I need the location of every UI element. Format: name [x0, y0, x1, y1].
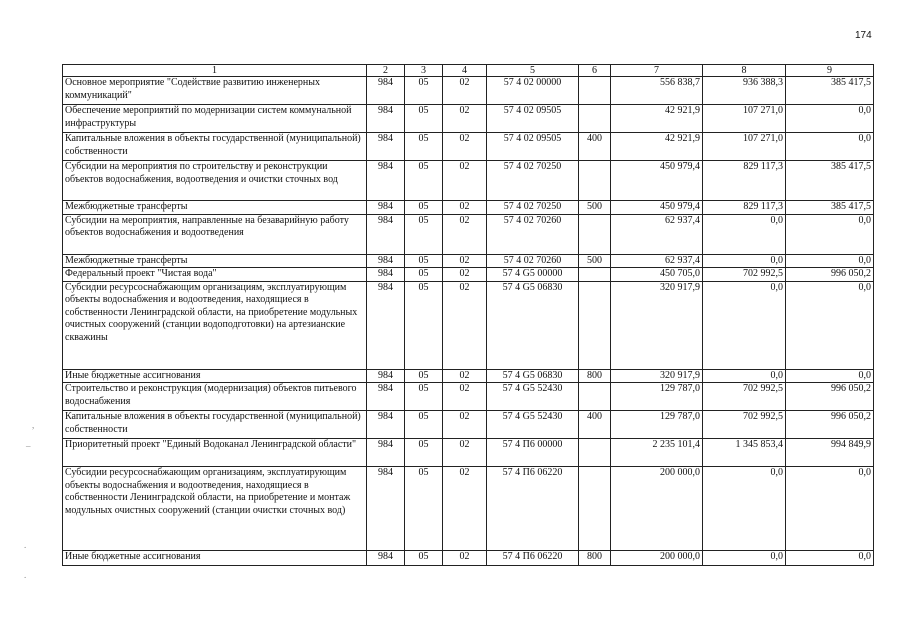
- cell-target-article: 57 4 G5 52430: [487, 411, 579, 439]
- cell-code-984: 984: [367, 439, 405, 467]
- cell-subsection: 02: [443, 254, 487, 268]
- cell-code-984: 984: [367, 467, 405, 551]
- cell-expense-type: 400: [579, 411, 611, 439]
- table-row: [63, 133, 874, 161]
- cell-target-article: 57 4 G5 00000: [487, 268, 579, 282]
- cell-amount-col9: 0,0: [786, 551, 874, 566]
- cell-amount-col9: 0,0: [786, 105, 874, 133]
- cell-amount-col8: 829 117,3: [703, 161, 786, 201]
- cell-amount-col9: 0,0: [786, 281, 874, 369]
- cell-section: 05: [405, 467, 443, 551]
- cell-subsection: 02: [443, 214, 487, 254]
- cell-amount-col7: 450 705,0: [611, 268, 703, 282]
- cell-target-article: 57 4 П6 06220: [487, 467, 579, 551]
- budget-table: [62, 64, 874, 566]
- header-row: [63, 65, 874, 77]
- table-row: [63, 467, 874, 551]
- cell-expense-type: [579, 214, 611, 254]
- cell-target-article: 57 4 П6 06220: [487, 551, 579, 566]
- table-row: [63, 77, 874, 105]
- cell-amount-col7: 62 937,4: [611, 254, 703, 268]
- cell-amount-col8: 107 271,0: [703, 105, 786, 133]
- cell-target-article: 57 4 G5 52430: [487, 383, 579, 411]
- row-name: Иные бюджетные ассигнования: [63, 551, 367, 566]
- row-name: Межбюджетные трансферты: [63, 201, 367, 215]
- cell-code-984: 984: [367, 201, 405, 215]
- table-row: [63, 383, 874, 411]
- row-name: Субсидии ресурсоснабжающим организациям, эксплуатирующим объекты водоснабжения и водоотведения, находящиеся в собственности Ленинградской области, на приобретение модульных очистных сооружений (станции водоподготовки) на артезианские скважины: [63, 281, 367, 369]
- cell-subsection: 02: [443, 268, 487, 282]
- cell-code-984: 984: [367, 383, 405, 411]
- cell-subsection: 02: [443, 439, 487, 467]
- cell-target-article: 57 4 02 70260: [487, 214, 579, 254]
- cell-expense-type: [579, 439, 611, 467]
- cell-expense-type: [579, 105, 611, 133]
- margin-scribbles: [18, 420, 48, 620]
- cell-expense-type: 800: [579, 551, 611, 566]
- cell-amount-col8: 0,0: [703, 254, 786, 268]
- cell-amount-col9: 0,0: [786, 133, 874, 161]
- cell-section: 05: [405, 551, 443, 566]
- cell-subsection: 02: [443, 77, 487, 105]
- cell-expense-type: 400: [579, 133, 611, 161]
- cell-amount-col8: 107 271,0: [703, 133, 786, 161]
- cell-code-984: 984: [367, 105, 405, 133]
- cell-target-article: 57 4 G5 06830: [487, 369, 579, 383]
- cell-code-984: 984: [367, 77, 405, 105]
- page-number: 174: [855, 30, 872, 41]
- cell-code-984: 984: [367, 214, 405, 254]
- cell-section: 05: [405, 369, 443, 383]
- table-row: [63, 281, 874, 369]
- table-row: [63, 214, 874, 254]
- cell-amount-col9: 385 417,5: [786, 77, 874, 105]
- cell-amount-col7: 320 917,9: [611, 369, 703, 383]
- cell-amount-col8: 936 388,3: [703, 77, 786, 105]
- cell-target-article: 57 4 02 70250: [487, 201, 579, 215]
- cell-amount-col7: 556 838,7: [611, 77, 703, 105]
- cell-amount-col7: 450 979,4: [611, 161, 703, 201]
- row-name: Приоритетный проект "Единый Водоканал Ленинградской области": [63, 439, 367, 467]
- cell-amount-col8: 702 992,5: [703, 411, 786, 439]
- col-header-7: 7: [611, 65, 703, 77]
- row-name: Обеспечение мероприятий по модернизации систем коммунальной инфраструктуры: [63, 105, 367, 133]
- cell-section: 05: [405, 105, 443, 133]
- col-header-2: 2: [367, 65, 405, 77]
- cell-amount-col8: 702 992,5: [703, 383, 786, 411]
- cell-amount-col7: 320 917,9: [611, 281, 703, 369]
- cell-amount-col9: 996 050,2: [786, 411, 874, 439]
- row-name: Иные бюджетные ассигнования: [63, 369, 367, 383]
- cell-expense-type: [579, 383, 611, 411]
- cell-amount-col8: 829 117,3: [703, 201, 786, 215]
- cell-section: 05: [405, 411, 443, 439]
- cell-target-article: 57 4 02 70250: [487, 161, 579, 201]
- cell-subsection: 02: [443, 369, 487, 383]
- cell-subsection: 02: [443, 383, 487, 411]
- cell-expense-type: 800: [579, 369, 611, 383]
- cell-section: 05: [405, 268, 443, 282]
- margin-mark: _: [26, 438, 31, 448]
- cell-code-984: 984: [367, 369, 405, 383]
- margin-mark: .: [24, 540, 27, 550]
- cell-amount-col9: 0,0: [786, 254, 874, 268]
- table-row: [63, 551, 874, 566]
- cell-expense-type: 500: [579, 254, 611, 268]
- table-row: [63, 201, 874, 215]
- col-header-3: 3: [405, 65, 443, 77]
- col-header-5: 5: [487, 65, 579, 77]
- cell-amount-col7: 42 921,9: [611, 105, 703, 133]
- cell-target-article: 57 4 П6 00000: [487, 439, 579, 467]
- cell-expense-type: [579, 77, 611, 105]
- cell-amount-col9: 996 050,2: [786, 383, 874, 411]
- table-row: [63, 268, 874, 282]
- row-name: Строительство и реконструкция (модернизация) объектов питьевого водоснабжения: [63, 383, 367, 411]
- cell-section: 05: [405, 254, 443, 268]
- cell-subsection: 02: [443, 201, 487, 215]
- cell-target-article: 57 4 G5 06830: [487, 281, 579, 369]
- cell-code-984: 984: [367, 411, 405, 439]
- cell-section: 05: [405, 77, 443, 105]
- margin-mark: ,: [32, 420, 35, 430]
- cell-section: 05: [405, 214, 443, 254]
- cell-amount-col7: 200 000,0: [611, 551, 703, 566]
- cell-target-article: 57 4 02 09505: [487, 133, 579, 161]
- table-row: [63, 161, 874, 201]
- cell-subsection: 02: [443, 281, 487, 369]
- cell-amount-col8: 0,0: [703, 551, 786, 566]
- cell-amount-col8: 0,0: [703, 281, 786, 369]
- row-name: Федеральный проект "Чистая вода": [63, 268, 367, 282]
- cell-amount-col8: 0,0: [703, 214, 786, 254]
- cell-amount-col9: 385 417,5: [786, 161, 874, 201]
- cell-section: 05: [405, 439, 443, 467]
- table-row: [63, 254, 874, 268]
- col-header-9: 9: [786, 65, 874, 77]
- cell-expense-type: [579, 467, 611, 551]
- row-name: Межбюджетные трансферты: [63, 254, 367, 268]
- cell-amount-col8: 0,0: [703, 467, 786, 551]
- cell-subsection: 02: [443, 467, 487, 551]
- row-name: Субсидии на мероприятия, направленные на безаварийную работу объектов водоснабжения и водоотведения: [63, 214, 367, 254]
- cell-code-984: 984: [367, 268, 405, 282]
- cell-amount-col9: 996 050,2: [786, 268, 874, 282]
- cell-amount-col9: 0,0: [786, 214, 874, 254]
- cell-subsection: 02: [443, 105, 487, 133]
- cell-section: 05: [405, 161, 443, 201]
- table-row: [63, 369, 874, 383]
- row-name: Субсидии ресурсоснабжающим организациям, эксплуатирующим объекты водоснабжения и водоотведения, находящиеся в собственности Ленинградской области, на приобретение и монтаж модульных очистных сооружений (станции очистки сточных вод): [63, 467, 367, 551]
- cell-target-article: 57 4 02 70260: [487, 254, 579, 268]
- cell-target-article: 57 4 02 00000: [487, 77, 579, 105]
- row-name: Капитальные вложения в объекты государственной (муниципальной) собственности: [63, 411, 367, 439]
- cell-amount-col7: 450 979,4: [611, 201, 703, 215]
- table-row: [63, 411, 874, 439]
- col-header-6: 6: [579, 65, 611, 77]
- table-row: [63, 105, 874, 133]
- table-row: [63, 439, 874, 467]
- col-header-1: 1: [63, 65, 367, 77]
- cell-section: 05: [405, 281, 443, 369]
- cell-expense-type: 500: [579, 201, 611, 215]
- cell-amount-col7: 2 235 101,4: [611, 439, 703, 467]
- cell-code-984: 984: [367, 133, 405, 161]
- cell-expense-type: [579, 161, 611, 201]
- cell-amount-col7: 62 937,4: [611, 214, 703, 254]
- row-name: Капитальные вложения в объекты государственной (муниципальной) собственности: [63, 133, 367, 161]
- cell-code-984: 984: [367, 254, 405, 268]
- cell-amount-col9: 0,0: [786, 369, 874, 383]
- col-header-8: 8: [703, 65, 786, 77]
- cell-section: 05: [405, 133, 443, 161]
- cell-target-article: 57 4 02 09505: [487, 105, 579, 133]
- row-name: Основное мероприятие "Содействие развитию инженерных коммуникаций": [63, 77, 367, 105]
- margin-mark: .: [24, 570, 27, 580]
- cell-amount-col7: 129 787,0: [611, 383, 703, 411]
- cell-subsection: 02: [443, 133, 487, 161]
- cell-section: 05: [405, 201, 443, 215]
- cell-amount-col9: 385 417,5: [786, 201, 874, 215]
- col-header-4: 4: [443, 65, 487, 77]
- cell-amount-col7: 200 000,0: [611, 467, 703, 551]
- cell-expense-type: [579, 268, 611, 282]
- cell-section: 05: [405, 383, 443, 411]
- cell-amount-col7: 42 921,9: [611, 133, 703, 161]
- cell-amount-col8: 1 345 853,4: [703, 439, 786, 467]
- cell-expense-type: [579, 281, 611, 369]
- cell-amount-col7: 129 787,0: [611, 411, 703, 439]
- cell-subsection: 02: [443, 161, 487, 201]
- cell-code-984: 984: [367, 281, 405, 369]
- row-name: Субсидии на мероприятия по строительству и реконструкции объектов водоснабжения, водоотведения и очистки сточных вод: [63, 161, 367, 201]
- cell-amount-col9: 994 849,9: [786, 439, 874, 467]
- cell-code-984: 984: [367, 161, 405, 201]
- cell-code-984: 984: [367, 551, 405, 566]
- cell-amount-col8: 702 992,5: [703, 268, 786, 282]
- cell-amount-col8: 0,0: [703, 369, 786, 383]
- cell-amount-col9: 0,0: [786, 467, 874, 551]
- cell-subsection: 02: [443, 551, 487, 566]
- cell-subsection: 02: [443, 411, 487, 439]
